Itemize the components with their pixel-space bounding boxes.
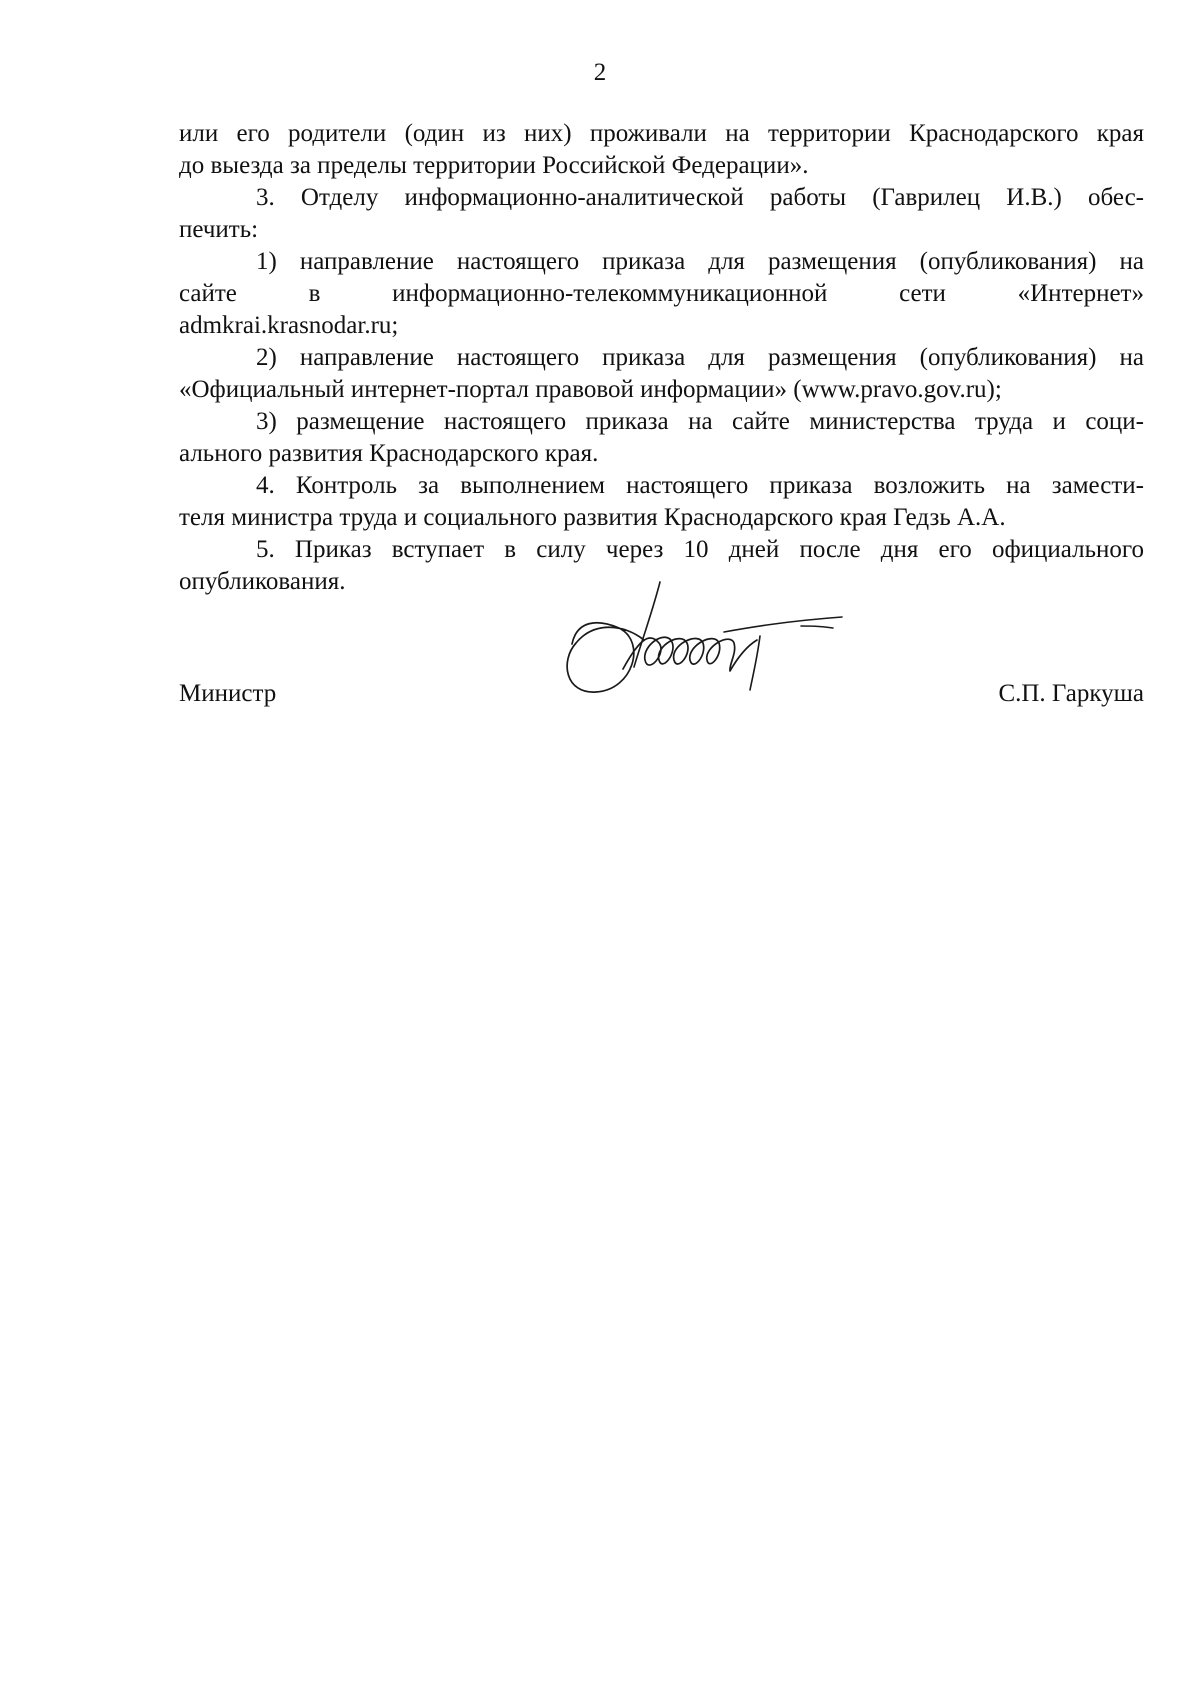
signer-title: Министр — [179, 680, 277, 707]
paragraph-6 — [179, 470, 1144, 534]
paragraph-3 — [179, 246, 1144, 342]
paragraph-5 — [179, 406, 1144, 470]
paragraph-4 — [179, 342, 1144, 406]
paragraph-line: «Официальный интернет-портал правовой информации» (www.pravo.gov.ru); — [179, 376, 1002, 403]
order-text — [179, 118, 1144, 598]
paragraph-line: 3) размещение настоящего приказа на сайте министерства труда и соци- — [256, 408, 1144, 435]
paragraph-line: опубликования. — [179, 568, 346, 595]
page-number: 2 — [593, 59, 607, 86]
paragraph-2 — [179, 182, 1144, 246]
paragraph-1 — [179, 118, 1144, 182]
paragraph-line: 3. Отделу информационно-аналитической работы (Гаврилец И.В.) обес- — [256, 184, 1144, 211]
signer-name: С.П. Гаркуша — [998, 680, 1144, 707]
paragraph-line: admkrai.krasnodar.ru; — [179, 312, 399, 339]
paragraph-line: теля министра труда и социального развития Краснодарского края Гедзь А.А. — [179, 504, 1006, 531]
paragraph-line: 1) направление настоящего приказа для размещения (опубликования) на — [256, 248, 1144, 275]
paragraph-line: 4. Контроль за выполнением настоящего приказа возложить на замести- — [256, 472, 1144, 499]
paragraph-line: сайте в информационно-телекоммуникационной сети «Интернет» — [179, 280, 1144, 307]
paragraph-line: или его родители (один из них) проживали на территории Краснодарского края — [179, 120, 1144, 147]
paragraph-line: до выезда за пределы территории Российской Федерации». — [179, 152, 809, 179]
paragraph-line: 5. Приказ вступает в силу через 10 дней после дня его официального — [256, 536, 1144, 563]
paragraph-line: 2) направление настоящего приказа для размещения (опубликования) на — [256, 344, 1144, 371]
paragraph-line: ального развития Краснодарского края. — [179, 440, 599, 467]
paragraph-line: печить: — [179, 216, 259, 243]
signature-block — [179, 675, 1144, 715]
